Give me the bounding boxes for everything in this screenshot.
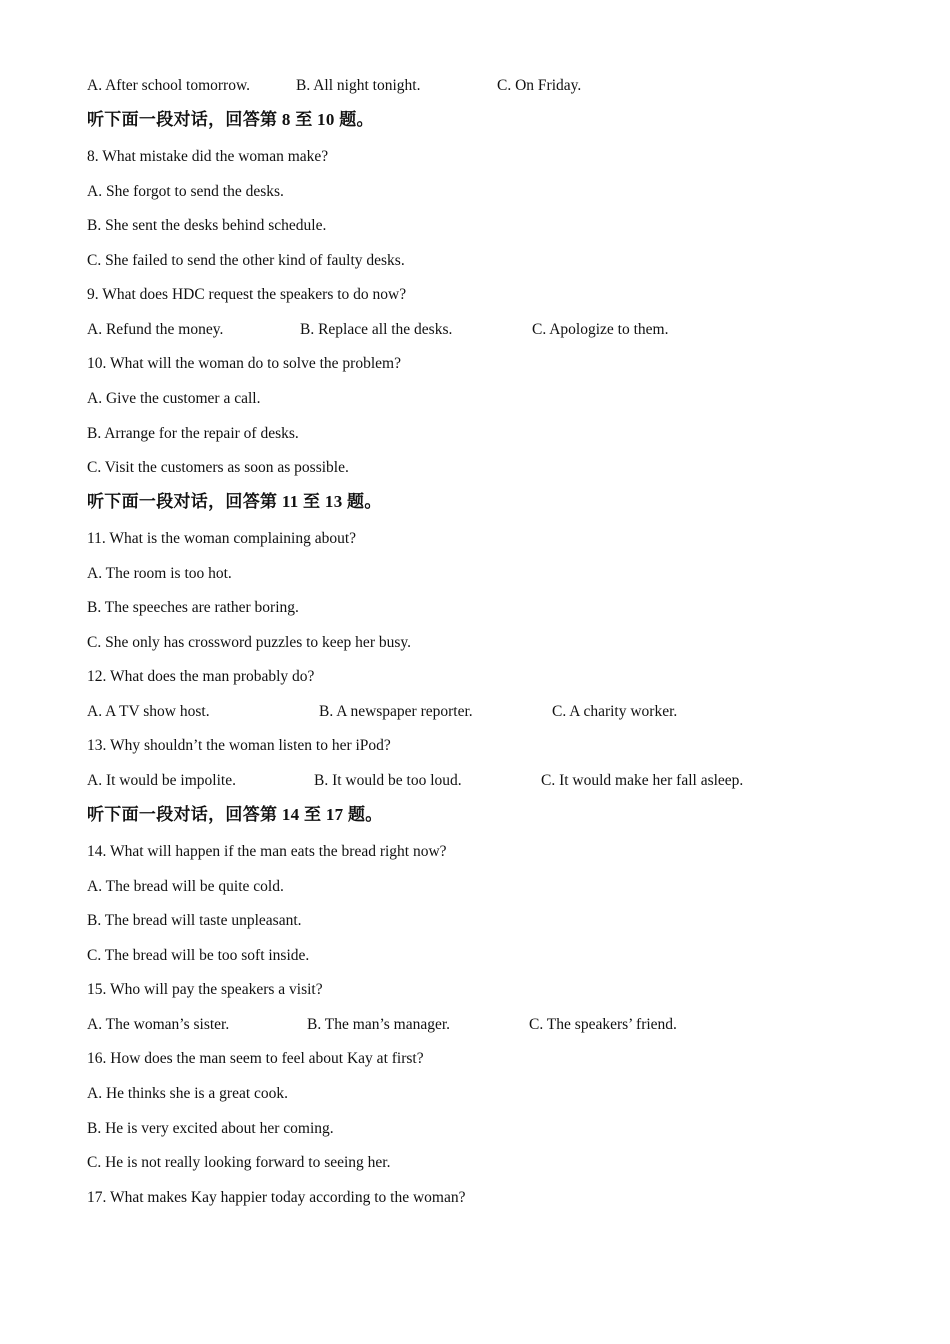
q15-option-a: A. The woman’s sister. xyxy=(87,1016,230,1033)
q7-option-c: C. On Friday. xyxy=(497,77,582,94)
q7-option-b: B. All night tonight. xyxy=(296,77,421,94)
q16-option-b: B. He is very excited about her coming. xyxy=(87,1120,334,1137)
q15-option-c: C. The speakers’ friend. xyxy=(529,1016,677,1033)
q9-option-b: B. Replace all the desks. xyxy=(300,321,453,338)
q8-option-c: C. She failed to send the other kind of faulty desks. xyxy=(87,252,405,269)
q13-option-c: C. It would make her fall asleep. xyxy=(541,772,744,789)
q14-question: 14. What will happen if the man eats the bread right now? xyxy=(87,843,447,860)
q16-option-a: A. He thinks she is a great cook. xyxy=(87,1085,289,1102)
section-heading-14-17: 听下面一段对话，回答第 14 至 17 题。 xyxy=(87,805,383,824)
q17-question: 17. What makes Kay happier today according to the woman? xyxy=(87,1189,466,1206)
q9-option-a: A. Refund the money. xyxy=(87,321,224,338)
q12-option-c: C. A charity worker. xyxy=(552,703,678,720)
q12-option-b: B. A newspaper reporter. xyxy=(319,703,473,720)
q14-option-b: B. The bread will taste unpleasant. xyxy=(87,912,302,929)
q15-question: 15. Who will pay the speakers a visit? xyxy=(87,981,323,998)
q16-option-c: C. He is not really looking forward to seeing her. xyxy=(87,1154,391,1171)
q10-question: 10. What will the woman do to solve the problem? xyxy=(87,355,401,372)
q13-question: 13. Why shouldn’t the woman listen to her iPod? xyxy=(87,737,391,754)
q14-option-a: A. The bread will be quite cold. xyxy=(87,878,284,895)
q8-question: 8. What mistake did the woman make? xyxy=(87,148,329,165)
q10-option-a: A. Give the customer a call. xyxy=(87,390,261,407)
q14-option-c: C. The bread will be too soft inside. xyxy=(87,947,310,964)
q16-question: 16. How does the man seem to feel about Kay at first? xyxy=(87,1050,424,1067)
q9-option-c: C. Apologize to them. xyxy=(532,321,669,338)
section-heading-8-10: 听下面一段对话，回答第 8 至 10 题。 xyxy=(87,110,374,129)
q10-option-b: B. Arrange for the repair of desks. xyxy=(87,425,299,442)
q12-question: 12. What does the man probably do? xyxy=(87,668,315,685)
q13-option-a: A. It would be impolite. xyxy=(87,772,236,789)
q7-option-a: A. After school tomorrow. xyxy=(87,77,251,94)
q8-option-a: A. She forgot to send the desks. xyxy=(87,183,284,200)
q11-option-a: A. The room is too hot. xyxy=(87,565,232,582)
q12-option-a: A. A TV show host. xyxy=(87,703,210,720)
q9-question: 9. What does HDC request the speakers to do now? xyxy=(87,286,407,303)
q13-option-b: B. It would be too loud. xyxy=(314,772,462,789)
q10-option-c: C. Visit the customers as soon as possible. xyxy=(87,459,349,476)
q15-option-b: B. The man’s manager. xyxy=(307,1016,451,1033)
section-heading-11-13: 听下面一段对话，回答第 11 至 13 题。 xyxy=(87,492,382,511)
q11-option-b: B. The speeches are rather boring. xyxy=(87,599,299,616)
q11-option-c: C. She only has crossword puzzles to keep her busy. xyxy=(87,634,412,651)
q8-option-b: B. She sent the desks behind schedule. xyxy=(87,217,327,234)
q11-question: 11. What is the woman complaining about? xyxy=(87,530,357,547)
